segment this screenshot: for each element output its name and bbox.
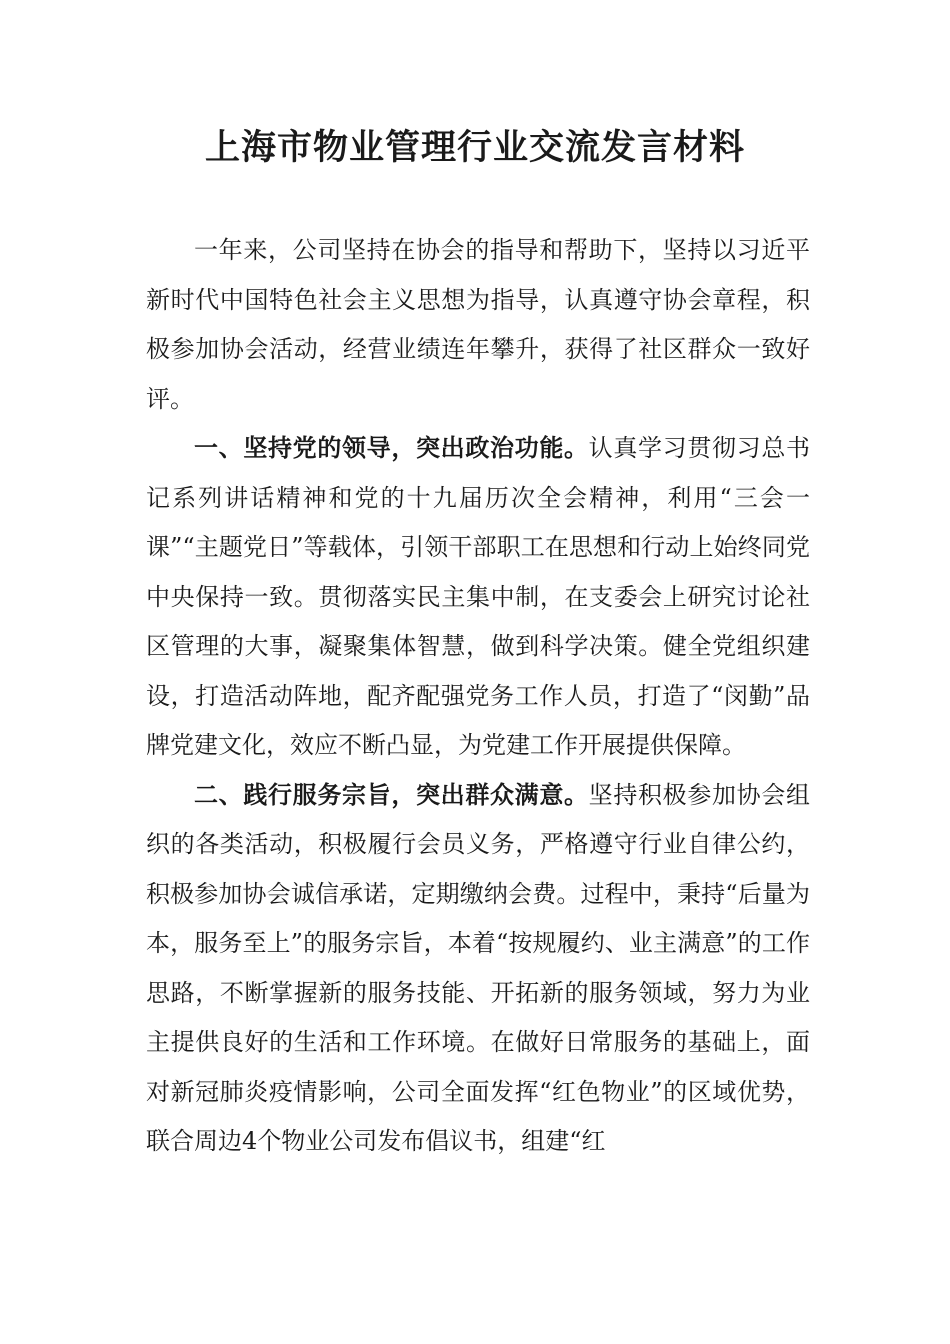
paragraph-intro — [146, 226, 810, 424]
paragraph-section-1 — [146, 424, 810, 771]
paragraph-section-2 — [146, 771, 810, 1167]
document-body — [146, 226, 810, 1167]
section-2-text: 坚持积极参加协会组织的各类活动，积极履行会员义务，严格遵守行业自律公约，积极参加协会诚信承诺，定期缴纳会费。过程中，秉持“后量为本，服务至上”的服务宗旨，本着“按规履约、业主满意”的工作思路，不断掌握新的服务技能、开拓新的服务领域，努力为业主提供良好的生活和工作环境。在做好日常服务的基础上，面对新冠肺炎疫情影响，公司全面发挥“红色物业”的区域优势，联合周边4个物业公司发布倡议书，组建“红 — [146, 780, 811, 1155]
section-1-heading: 一、坚持党的领导，突出政治功能。 — [194, 434, 589, 462]
document-title: 上海市物业管理行业交流发言材料 — [204, 127, 745, 168]
section-1-text: 认真学习贯彻习总书记系列讲话精神和党的十九届历次全会精神，利用“三会一课”“主题党日”等载体，引领干部职工在思想和行动上始终同党中央保持一致。贯彻落实民主集中制，在支委会上研究讨论社区管理的大事，凝聚集体智慧，做到科学决策。健全党组织建设，打造活动阵地，配齐配强党务工作人员，打造了“闵勤”品牌党建文化，效应不断凸显，为党建工作开展提供保障。 — [146, 434, 811, 759]
paragraph-intro-text: 一年来，公司坚持在协会的指导和帮助下，坚持以习近平新时代中国特色社会主义思想为指导，认真遵守协会章程，积极参加协会活动，经营业绩连年攀升，获得了社区群众一致好评。 — [146, 236, 810, 413]
section-2-heading: 二、践行服务宗旨，突出群众满意。 — [194, 780, 589, 809]
